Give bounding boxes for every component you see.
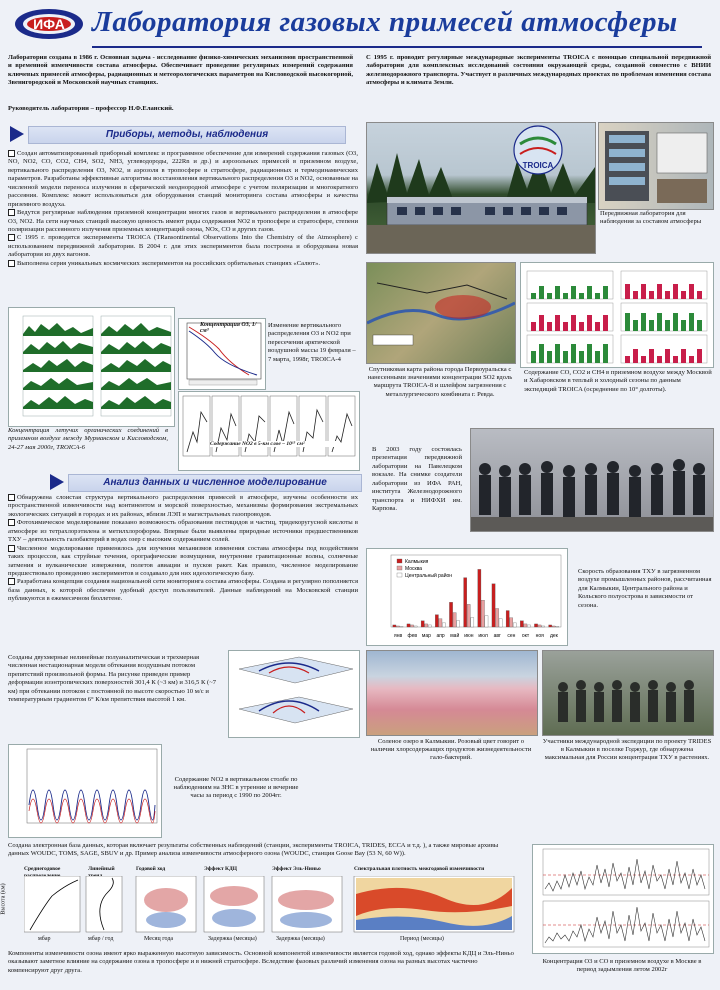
trides-photo [542, 650, 714, 736]
bar [665, 291, 670, 299]
ozone-panel: Спектральная плотность межгодовой изменчивости [354, 866, 485, 872]
bar [527, 625, 530, 627]
legend-label: Центральный район [405, 573, 453, 579]
voc-chart [8, 307, 175, 427]
tick-label: авг [493, 633, 501, 639]
bar [513, 623, 516, 627]
bar [478, 569, 481, 627]
bar [595, 351, 600, 363]
model-text: Созданы двухмерные нелинейные полуаналитическая и трехмерная численная нестационарная модели обтекания воздушным потоком препятствий произвольной формы. На рисунке приведен пример деформации изэнтропических поверхностей 301,4 К (~3 км) и 316,5 К (~7 км) при обтекании потоком с постоянной по высоте скоростью 10 м/с и температурным градиентом 6° К/км препятствия высотой 1 км. [8, 654, 217, 704]
bar [547, 351, 552, 363]
bar [453, 613, 456, 627]
tick-label: июн [464, 633, 474, 639]
bar [555, 315, 560, 331]
section2-list [8, 494, 358, 604]
trides-caption: Участники международной экспедиции по проекту TRIDES в Калмыкии в поселке Годжур, где обнаружена максимальная для России концентрация ТХУ в растениях. [542, 738, 712, 762]
presentation-text: В 2003 году состоялась презентация передвижной лаборатории на Павелецком вокзале. На снимке создатели лаборатории из ИФА РАН, института Железнодорожного транспорта и НИФХИ им. Карпова. [372, 446, 462, 513]
bar [587, 315, 592, 331]
bar [633, 320, 638, 331]
database-text: Создана электронная база данных, которая включает результаты собственных наблюдений (станции, эксперименты TROICA, TRIDES, ЕССА и т.д. ), а также мировые архивы данных WOUDC, TOMS, SAGE, SBUV и др. Пример анализа изменчивости атмосферного озона (WOUDC, станция Goose Bay (53 N, 60 W)). [8, 842, 499, 858]
bar [414, 626, 417, 627]
section1-list [8, 150, 358, 268]
bar [697, 320, 702, 331]
legend-swatch [397, 566, 402, 570]
lake-caption: Соленое озеро в Калмыкии. Розовый цвет говорит о наличии хлорсодержащих продуктов жизнедеятельности гало-бактерий. [370, 738, 532, 762]
bar [506, 611, 509, 627]
bar [421, 621, 424, 627]
tick-label: апр [436, 633, 445, 639]
tick-label: окт [521, 633, 530, 639]
bar [563, 293, 568, 299]
bar [657, 284, 662, 299]
ozone-panel: Линейный [88, 866, 115, 872]
tick-label: ноя [535, 633, 544, 639]
legend-swatch [397, 573, 402, 577]
lab-interior-photo [598, 122, 714, 210]
bar [633, 291, 638, 299]
bar [571, 286, 576, 299]
bar [524, 624, 527, 627]
o3-co-chart [532, 844, 714, 954]
svg-text:TROICA: TROICA [522, 161, 554, 170]
bar [547, 293, 552, 299]
bar [563, 351, 568, 363]
bar [539, 344, 544, 363]
bar [396, 626, 399, 627]
bar [673, 356, 678, 363]
co-caption: Содержание CO, CO2 и CH4 в приземном воздухе между Москвой и Хабаровском в теплый и холодный сезоны по данным экспедиций TROICA (осреднение по 10° долготы). [524, 369, 712, 393]
bar [587, 286, 592, 299]
tca-bar-chart [366, 548, 568, 646]
bar [556, 626, 559, 627]
bar [665, 320, 670, 331]
ozone-xlabel: мбар [38, 936, 51, 942]
tick-label: янв [394, 633, 403, 639]
bar [531, 293, 536, 299]
no2-panels-chart [178, 391, 360, 471]
bar [457, 621, 460, 627]
bar [697, 349, 702, 363]
ozone-panel: Годовой ход [136, 866, 166, 872]
bar [641, 313, 646, 331]
bar [435, 615, 438, 627]
ozone-xlabel: Месяц года [144, 936, 174, 942]
bar [538, 625, 541, 627]
bar [467, 604, 470, 627]
bar [531, 351, 536, 363]
svg-text:ИФА: ИФА [33, 16, 65, 32]
ozone-panel: Среднегодовое [24, 866, 61, 872]
bar [689, 356, 694, 363]
bar [587, 344, 592, 363]
list-item: Выполнена серия уникальных космических экспериментов на российских орбитальных станциях «Салют». [8, 260, 358, 268]
no2-series-caption: Содержание NO2 в вертикальном столбе по наблюдениям на ЗНС в утренние и вечерние часы за период с 1990 по 2004гг. [173, 776, 299, 800]
bar [595, 322, 600, 331]
bar [510, 618, 513, 627]
list-item: Численное моделирование применялось для изучения механизмов изменения состава атмосферы под воздействием таких процессов, как струйные течения, орографические возмущения, внутренние гравитационные волны, солнечные затмения и вулканические извержения, полетов авиации и пусков ракет. Как правило, численное моделирование предшествовало проведению экспериментов и создавало для них идеологическую базу. [8, 544, 358, 577]
ozone-xlabel: Период (месяцы) [400, 936, 444, 942]
lab-caption: Передвижная лаборатория для наблюдения за составом атмосферы [600, 210, 702, 226]
bar [425, 624, 428, 627]
ozone-xlabel: мбар / год [88, 936, 114, 942]
section2-title: Анализ данных и численное моделирование [68, 474, 362, 492]
legend-label: Москва [405, 566, 423, 572]
section1-title: Приборы, методы, наблюдения [28, 126, 346, 144]
bar [549, 625, 552, 627]
bar [534, 624, 537, 627]
lake-photo [366, 650, 538, 736]
bar [547, 322, 552, 331]
bar [689, 284, 694, 299]
bar [641, 356, 646, 363]
bar [439, 619, 442, 627]
bar [579, 351, 584, 363]
bar [603, 344, 608, 363]
bar [542, 626, 545, 627]
bar [649, 320, 654, 331]
tick-label: июл [478, 633, 488, 639]
ozone-box-label: Концентрация O3, 1/см³ [200, 322, 257, 334]
list-item: Создан автоматизированный приборный комплекс и программное обеспечение для измерений содержания газовых (O3, NO, NO2, CO, CO2, CH4, SO2, NH3, углеводороды, 222Rn и др.) и аэрозольных примесей в приземном воздухе, вертикального распределения O3, NO2, и аэрозоля в тропосфере и стратосфере, радиационных и термодинамических параметров. Разработаны эффективные алгоритмы восстановления вертикального распределения O3 и NO2, основанные на численной модели переноса излучения в сферической неоднородной атмосфере с учетом поляризации и многократного рассеяния. Комплекс может использоваться для оборудования станций мониторинга состава атмосферы и качества приземного воздуха. [8, 150, 358, 208]
bar [649, 349, 654, 363]
bar [393, 625, 396, 627]
voc-caption: Концентрация летучих органических соединений в приземном воздухе между Мурманском и Кисловодском, 24-27 мая 2000г, TROICA-6 [8, 427, 168, 451]
bar [681, 291, 686, 299]
page-title: Лаборатория газовых примесей атмосферы [92, 6, 678, 38]
bar [625, 284, 630, 299]
bar [464, 578, 467, 627]
bar [531, 322, 536, 331]
bar [657, 356, 662, 363]
lab-head: Руководитель лаборатории – профессор Н.Ф.Еланский. [8, 105, 174, 112]
bar [555, 286, 560, 299]
list-item: Фотохимическое моделирование показано возможность образования пестицидов и частиц, тридекоругусной кислоты в атмосфере из тетрахлорэтилена и метилхлороформа. Впервые были выявлены природные источники предшественников ТХУ – деятельность галобактерий в водах озер с высоким содержанием солей. [8, 519, 358, 544]
bar [428, 625, 431, 627]
tick-label: май [450, 633, 460, 639]
bar [539, 315, 544, 331]
bar [449, 602, 452, 627]
bar [625, 313, 630, 331]
bar [492, 584, 495, 627]
bar [579, 322, 584, 331]
bar [471, 618, 474, 627]
no2-box-label: Содержание NO2 в 5-км слое – 10¹⁵ см² [210, 441, 340, 447]
bar [641, 284, 646, 299]
legend-swatch [397, 559, 402, 563]
ozone-variability-panels [0, 866, 520, 946]
bar [552, 626, 555, 627]
bar [697, 291, 702, 299]
bar [410, 625, 413, 627]
bar [571, 344, 576, 363]
group-photo-presentation [470, 428, 714, 532]
tick-label: дек [549, 633, 558, 639]
bar [579, 293, 584, 299]
troica-logo [512, 124, 564, 176]
map-caption: Спутниковая карта района города Первоуральска с нанесенными значениями концентрации SO2 вдоль маршрута TROICA-8 и шлейфом загрязнения с металлургического комбината г. Ревда. [367, 366, 513, 398]
satellite-map [366, 262, 516, 364]
list-item: С 1995 г. проводятся эксперименты TROICA (TRansontinental Observations Into the Chemistry of the Atmosphere) с использованием передвижной лаборатории. В 2004 г. для этих экспериментов была построена и оборудована новая лаборатория из двух вагонов. [8, 234, 358, 259]
bar [400, 626, 403, 627]
bar [673, 284, 678, 299]
bar [595, 293, 600, 299]
bar [563, 322, 568, 331]
bar [571, 315, 576, 331]
bottom-text: Компоненты изменчивости озона имеют ярко выраженную высотную зависимость. Основной компонентой изменчивости является годовой ход, однако эффекты КДЦ и Эль-Ниньо оказывают заметное влияние на содержание озона в тропосфере и в нижней стратосфере. Вследствие фазовых различий изменения озона на разных высотах частично компенсируют друг друга. [8, 950, 514, 974]
bar [689, 313, 694, 331]
ozone-xlabel: Задержка (месяцы) [208, 936, 257, 942]
bar [603, 315, 608, 331]
co-ch4-chart [520, 262, 714, 368]
ozone-desc: Изменение вертикального распределения O3 и NO2 при пересечении арктической воздушной массы 19 февраля – 7 марта, 1998г, TROICA-4 [268, 322, 356, 363]
legend-label: Калмыкия [405, 559, 429, 565]
ozone-panel: Эффект Эль-Ниньо [272, 866, 321, 872]
bar [665, 349, 670, 363]
bar [633, 349, 638, 363]
bar [555, 344, 560, 363]
intro-right: С 1995 г. проводит регулярные международные эксперименты TROICA с помощью специальной передвижной лаборатории для комплексных исследований состояния окружающей среды, созданной совместно с ВНИИ железнодорожного транспорта. Участвует в различных международных проектах по проблемам изменения состава атмосферы и климата Земли. [366, 54, 711, 87]
list-item: Разработана концепция создания национальной сети мониторинга состава атмосферы. Создана и регулярно пополняется база данных, к которой обеспечен удобный доступ пользователей. Данные наблюдений на Московской станции публикуются в ежемесячном бюллетене. [8, 578, 358, 603]
o3co-caption: Концентрация O3 и CO в приземном воздухе в Москве в период задымления летом 2002г [542, 958, 702, 974]
ifa-logo [14, 8, 84, 40]
bar [681, 320, 686, 331]
section2-arrow-icon [48, 472, 66, 492]
bar [485, 616, 488, 627]
bar [442, 623, 445, 627]
list-item: Ведутся регулярные наблюдения приземной концентрации многих газов и вертикального распределения в атмосфере O3, NO2. На сети научных станций высокую ценность имеют ряды содержания NO2 в тропосфере и стратосфере, степени поляризации рассеянного излучения приземных концентраций озона, NOx, CO и других газов. [8, 209, 358, 233]
tick-label: мар [421, 633, 431, 639]
bar [649, 291, 654, 299]
section1-arrow-icon [8, 124, 26, 144]
header-rule [92, 46, 702, 48]
bar [625, 356, 630, 363]
bar [539, 286, 544, 299]
bar [681, 349, 686, 363]
tca-caption: Скорость образования ТХУ в загрязненном воздухе промышленных районов, рассчитанная для Калмыкии, Центрального района и Кольского полуострова в зависимости от сезона. [578, 568, 712, 609]
bar [520, 621, 523, 627]
ozone-panel: Эффект КДЦ [204, 866, 238, 872]
list-item: Обнаружена слоистая структура вертикального распределения примесей в атмосфере, изучены особенности их пространственной изменчивости над континентом и морской поверхностью, механизмы формирования экстремальных экологических ситуаций в городах и их районах, вблизи ЛЭП и магистральных газопроводов. [8, 494, 358, 518]
intro-left: Лаборатория создана в 1986 г. Основная задача - исследование физико-химических механизмов пространственной и временной изменчивости состава атмосферы. Обеспечивает проведение регулярных измерений содержания ключевых примесей атмосферы, радиационных и метеорологических параметров на Кисловодской высокогорной, Звенигородской и Московской научных станциях. [8, 54, 353, 87]
tick-label: фев [407, 633, 418, 639]
tick-label: сен [507, 633, 516, 639]
bar [603, 286, 608, 299]
ozone-xlabel: Задержка (месяцы) [276, 936, 325, 942]
bar [481, 600, 484, 627]
bar [407, 624, 410, 627]
bar [495, 608, 498, 627]
bar [673, 313, 678, 331]
header [0, 0, 720, 48]
ozone-ylabel: Высота (км) [0, 883, 7, 915]
bar [499, 619, 502, 627]
model-figure [228, 650, 360, 738]
bar [657, 313, 662, 331]
no2-timeseries-chart [8, 744, 162, 838]
